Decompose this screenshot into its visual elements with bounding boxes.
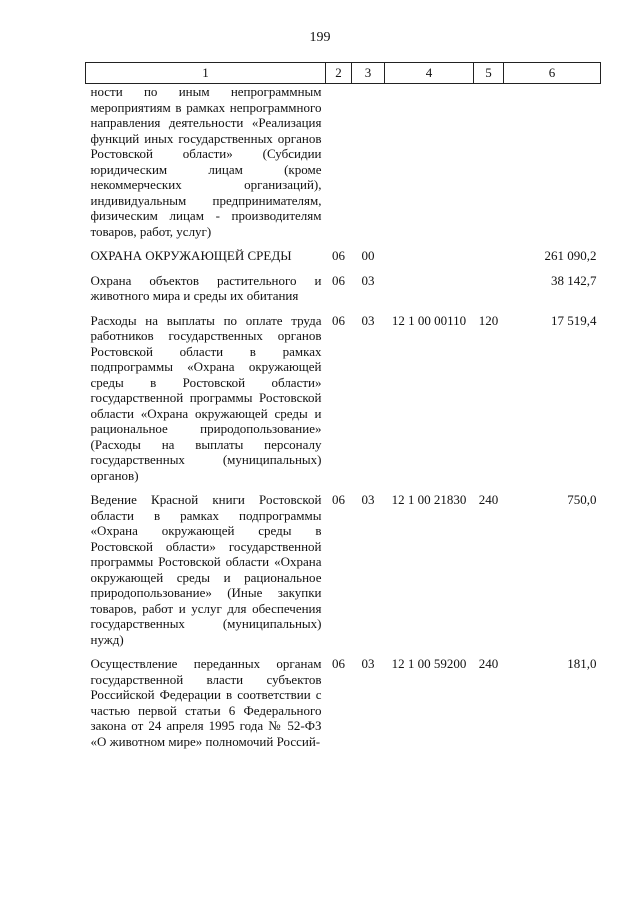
column-header-6: 6 xyxy=(504,63,601,84)
row-subsection-code: 03 xyxy=(361,656,375,671)
row-target-article: 12 1 00 21830 xyxy=(391,492,467,507)
row-description: Охрана объектов растительного и животного мира и среды их обитания xyxy=(90,272,322,303)
row-amount: 181,0 xyxy=(567,656,597,671)
row-amount: 17 519,4 xyxy=(551,312,597,328)
row-section-code: 06 xyxy=(332,492,345,507)
table-row xyxy=(86,492,601,656)
row-section-code: 06 xyxy=(332,656,345,671)
page-number: 199 xyxy=(309,30,331,45)
table-row xyxy=(86,84,601,249)
table-row xyxy=(86,248,601,273)
header-row xyxy=(86,63,601,84)
row-amount: 750,0 xyxy=(567,492,597,507)
row-subsection-code: 03 xyxy=(361,312,375,328)
table-row xyxy=(86,273,601,313)
row-description: ности по иным непрограммным мероприятиям в рамках непрограммного направления деятельности «Реализация функций иных государственных органов Ростовской области» (Субсидии юридическим лицам (кроме некоммерческих организаций), индивидуальным предпринимателям, физическим лицам - производителям товаров, работ, услуг) xyxy=(90,84,322,239)
row-target-article xyxy=(385,248,474,273)
row-expense-type: 240 xyxy=(478,656,499,671)
row-section-code: 06 xyxy=(332,248,345,263)
row-description: Ведение Красной книги Ростовской области в рамках подпрограммы «Охрана окружающей среды в Ростовской области» государственной программы Ростовской области «Охрана окружающей среды и рациональное природопользование» (Иные закупки товаров, работ и услуг для обеспечения государственных (муниципальных) нужд) xyxy=(90,492,322,647)
row-description: ОХРАНА ОКРУЖАЮЩЕЙ СРЕДЫ xyxy=(90,248,292,263)
row-description: Осуществление переданных органам государственной власти субъектов Российской Федерации в соответствии с частью первой статьи 6 Федерального закона от 24 апреля 1995 года № 52-ФЗ «О животном мире» полномочий Россий- xyxy=(90,656,322,749)
row-section-code: 06 xyxy=(332,272,345,288)
row-expense-type xyxy=(474,273,504,313)
column-header-4: 4 xyxy=(385,63,474,84)
row-subsection-code: 03 xyxy=(361,492,375,507)
row-target-article: 12 1 00 59200 xyxy=(391,656,467,671)
row-subsection-code: 00 xyxy=(361,248,375,263)
row-description: Расходы на выплаты по оплате труда работников государственных органов Ростовской области в рамках подпрограммы «Охрана окружающей среды в Ростовской области» государственной программы Ростовской области «Охрана окружающей среды и рациональное природопользование» (Расходы на выплаты персоналу государственных (муниципальных) органов) xyxy=(90,312,322,483)
budget-table xyxy=(85,62,601,749)
row-target-article xyxy=(385,273,474,313)
row-section-code xyxy=(326,84,352,249)
column-header-1: 1 xyxy=(86,63,326,84)
column-header-3: 3 xyxy=(352,63,385,84)
row-target-article: 12 1 00 00110 xyxy=(391,312,467,328)
table-row xyxy=(86,313,601,493)
row-expense-type xyxy=(474,84,504,249)
row-expense-type xyxy=(474,248,504,273)
row-amount: 38 142,7 xyxy=(551,272,597,288)
row-expense-type: 240 xyxy=(478,492,499,507)
row-amount xyxy=(504,84,601,249)
row-subsection-code xyxy=(352,84,385,249)
row-target-article xyxy=(385,84,474,249)
table-row xyxy=(86,656,601,749)
row-subsection-code: 03 xyxy=(361,272,375,288)
row-section-code: 06 xyxy=(332,312,345,328)
column-header-5: 5 xyxy=(474,63,504,84)
column-header-2: 2 xyxy=(326,63,352,84)
row-amount: 261 090,2 xyxy=(544,248,597,263)
row-expense-type: 120 xyxy=(478,312,499,328)
